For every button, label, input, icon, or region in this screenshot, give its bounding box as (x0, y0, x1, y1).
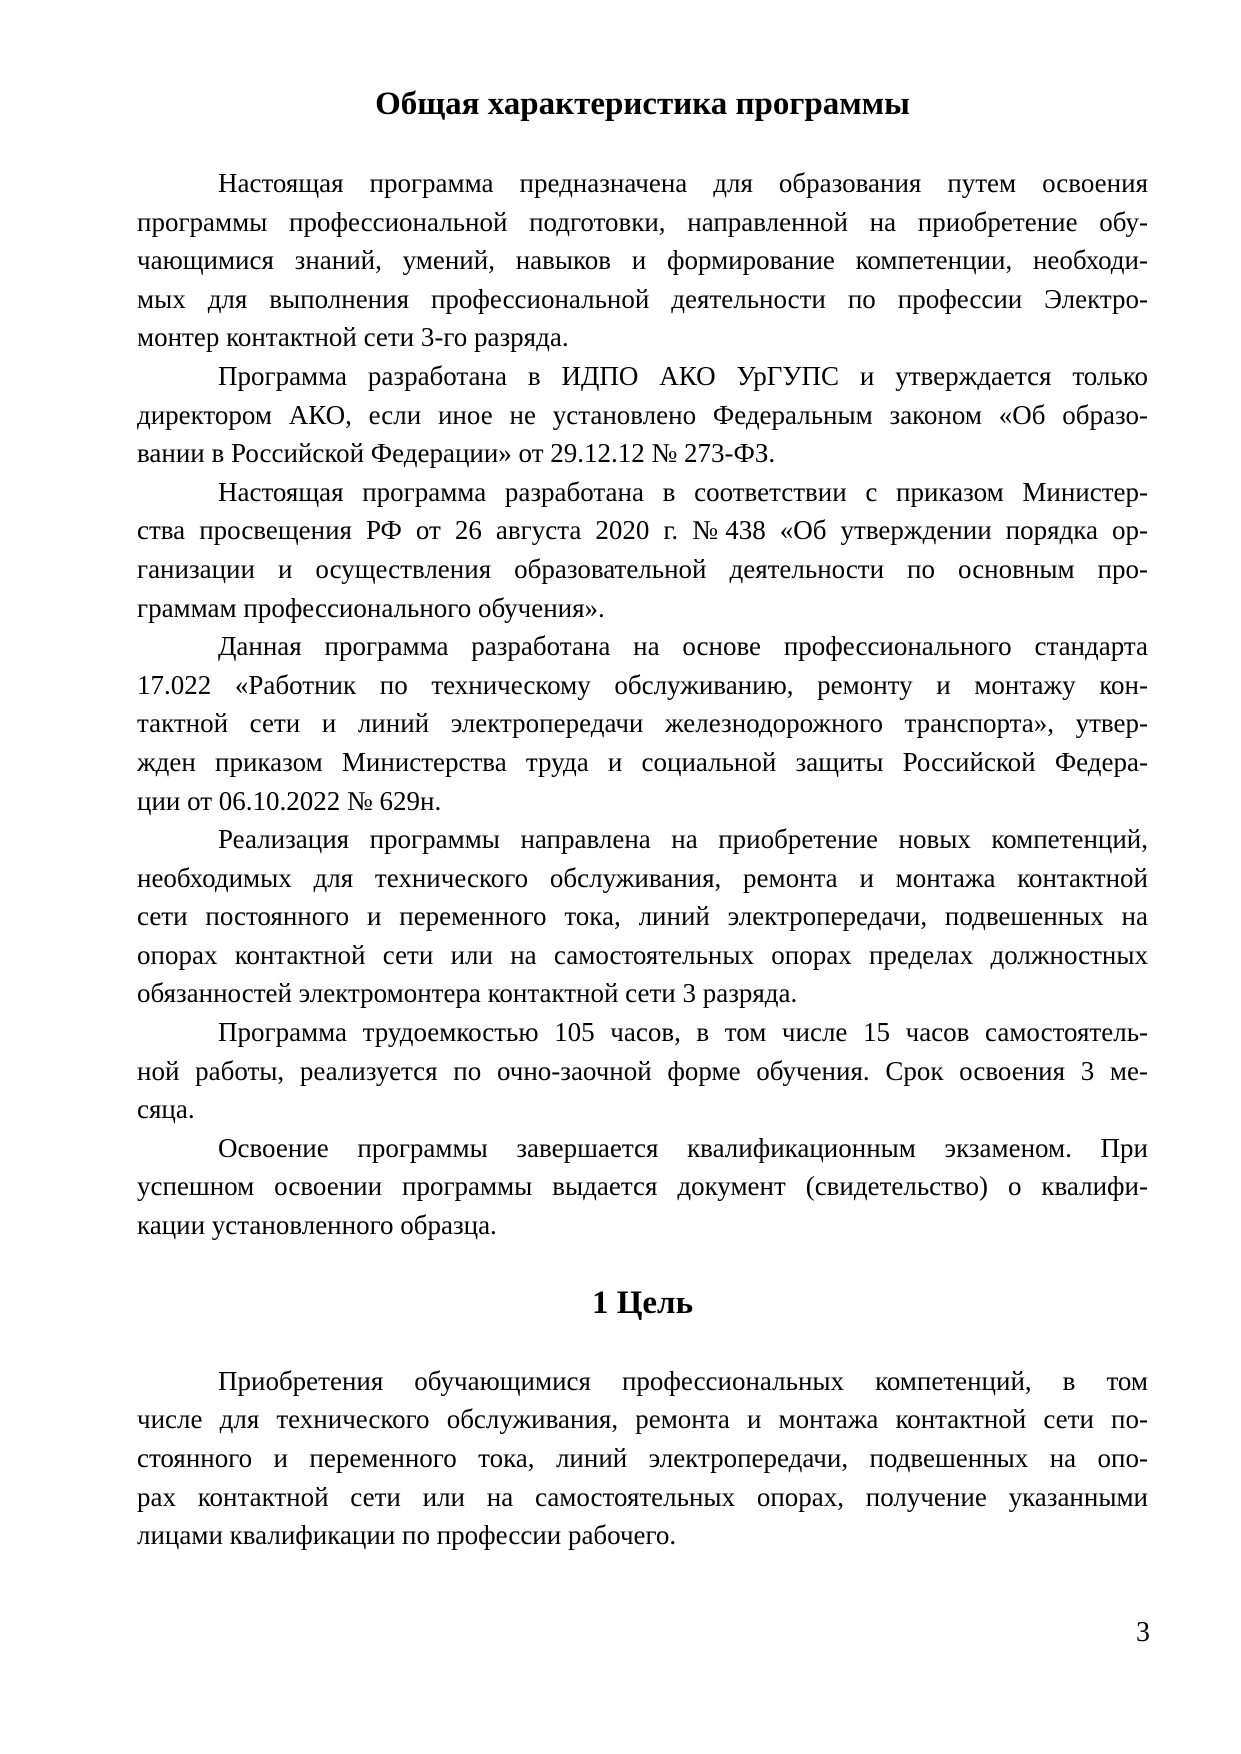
text-line: числе для технического обслуживания, ремонта и монтажа контактной сети по- (137, 1404, 1148, 1435)
section-heading-goal: 1 Цель (591, 1285, 694, 1322)
text-line: ной работы, реализуется по очно-заочной форме обучения. Срок освоения 3 ме- (137, 1055, 1148, 1086)
text-line: Настоящая программа разработана в соответствии с приказом Министер- (218, 476, 1148, 507)
paragraph (137, 627, 1148, 820)
text-line: монтер контактной сети 3-го разряда. (137, 322, 569, 353)
text-line: ганизации и осуществления образовательной деятельности по основным про- (137, 553, 1148, 584)
text-line: ции от 06.10.2022 № 629н. (137, 785, 442, 816)
paragraph (137, 1129, 1148, 1245)
text-line: директором АКО, если иное не установлено Федеральным законом «Об образо- (137, 399, 1148, 430)
goal-section (137, 1362, 1148, 1555)
text-line: мых для выполнения профессиональной деятельности по профессии Электро- (137, 283, 1148, 314)
text-line: Приобретения обучающимися профессиональных компетенций, в том (218, 1365, 1148, 1396)
text-line: тактной сети и линий электропередачи железнодорожного транспорта», утвер- (137, 708, 1148, 739)
text-line: обязанностей электромонтера контактной сети 3 разряда. (137, 978, 798, 1009)
text-line: вании в Российской Федерации» от 29.12.12 № 273-ФЗ. (137, 438, 776, 469)
page-title: Общая характеристика программы (375, 86, 910, 122)
text-line: 17.022 «Работник по техническому обслуживанию, ремонту и монтажу кон- (137, 669, 1148, 700)
text-line: успешном освоении программы выдается документ (свидетельство) о квалифи- (137, 1171, 1148, 1202)
paragraph (137, 164, 1148, 357)
text-line: стоянного и переменного тока, линий электропередачи, подвешенных на опо- (137, 1443, 1148, 1473)
text-line: Программа трудоемкостью 105 часов, в том числе 15 часов самостоятель- (218, 1017, 1148, 1048)
text-line: Реализация программы направлена на приобретение новых компетенций, (218, 824, 1148, 855)
paragraph (137, 357, 1148, 473)
text-line: необходимых для технического обслуживания, ремонта и монтажа контактной (137, 862, 1148, 893)
paragraph (137, 1013, 1148, 1129)
intro-section (137, 164, 1148, 1245)
paragraph (137, 820, 1148, 1013)
text-line: граммам профессионального обучения». (137, 592, 605, 623)
text-line: сяца. (137, 1094, 195, 1125)
text-line: программы профессиональной подготовки, направленной на приобретение обу- (137, 206, 1148, 237)
text-line: ства просвещения РФ от 26 августа 2020 г. №438 «Об утверждении порядка ор- (137, 515, 1148, 546)
text-line: Данная программа разработана на основе профессионального стандарта (218, 631, 1148, 662)
text-line: рах контактной сети или на самостоятельных опорах, получение указанными (137, 1481, 1148, 1512)
paragraph (137, 473, 1148, 627)
section-gap (137, 1323, 1148, 1362)
document-body (137, 164, 1148, 1555)
text-line: опорах контактной сети или на самостоятельных опорах пределах должностных (137, 939, 1148, 970)
text-line: сети постоянного и переменного тока, линий электропередачи, подвешенных на (137, 901, 1148, 932)
paragraph (137, 1362, 1148, 1555)
section-gap (137, 1245, 1148, 1284)
text-line: Освоение программы завершается квалификационным экзаменом. При (218, 1132, 1148, 1163)
text-line: чающимися знаний, умений, навыков и формирование компетенции, необходи- (137, 245, 1148, 276)
text-line: жден приказом Министерства труда и социальной защиты Российской Федера- (137, 746, 1148, 777)
text-line: Настоящая программа предназначена для образования путем освоения (218, 168, 1148, 198)
text-line: кации установленного образца. (137, 1210, 497, 1241)
page-number: 3 (1136, 1617, 1150, 1648)
text-line: Программа разработана в ИДПО АКО УрГУПС и утверждается только (218, 360, 1148, 391)
text-line: лицами квалификации по профессии рабочего. (137, 1520, 677, 1551)
